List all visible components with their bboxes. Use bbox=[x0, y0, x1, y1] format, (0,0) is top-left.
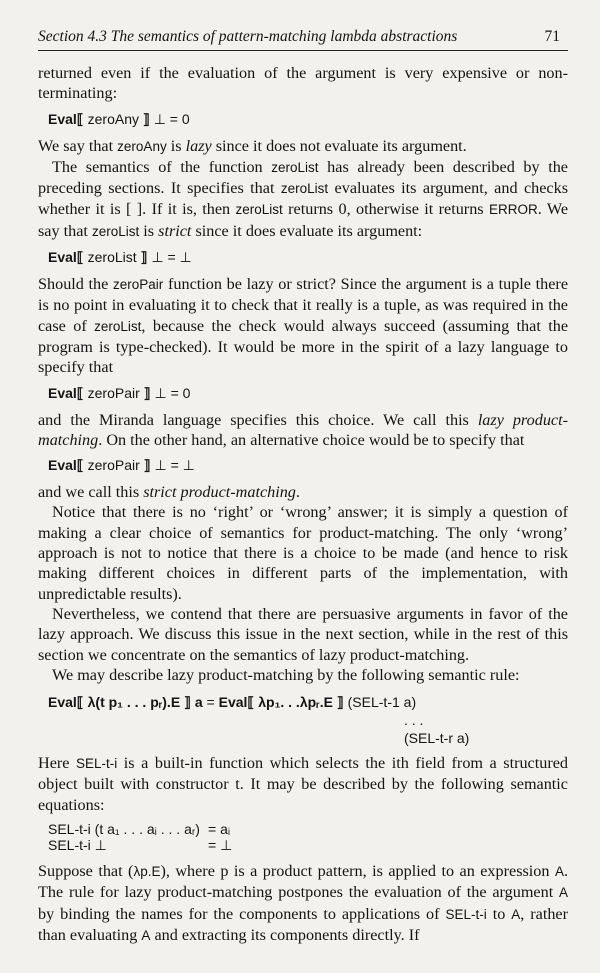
section-title: Section 4.3 The semantics of pattern-matching lambda abstractions bbox=[38, 28, 458, 45]
paragraph-11: Suppose that (λp.E), where p is a product pattern, is applied to an expression A. The rule for lazy product-matching postpones the evaluation of the argument A by binding the names for the components to applications of SEL-t-i to A, rather than evaluating A and extracting its components directly. If bbox=[38, 862, 569, 944]
paragraph-8: Nevertheless, we contend that there are persuasive arguments in favor of the lazy approach. We discuss this issue in the next section, while in the rest of this section we concentrate on the semantics of lazy product-matching. bbox=[38, 604, 568, 664]
paragraph-1: returned even if the evaluation of the argument is very expensive or non-terminating: bbox=[38, 64, 568, 103]
rule-lhs: Eval⟦ λ(t p₁ . . . pᵣ).E ⟧ a bbox=[48, 694, 203, 711]
eval-keyword: Eval⟦ bbox=[48, 110, 84, 127]
paragraph-2: We say that zeroAny is lazy since it does not evaluate its argument. bbox=[38, 136, 467, 155]
eval-zeropair-strict-formula: Eval⟦ zeroPair ⟧ ⊥ = ⊥ bbox=[48, 457, 195, 474]
eval-close: ⟧ bbox=[142, 110, 150, 127]
paragraph-10: Here SEL-t-i is a built-in function which selects the ith field from a structured object built with constructor t. It may be described by the following semantic equations: bbox=[38, 754, 569, 814]
eval-zeroany-formula bbox=[48, 110, 568, 128]
paragraph-5: and the Miranda language specifies this choice. We call this lazy product-matching. On the other hand, an alternative choice would be to specify that bbox=[38, 410, 568, 449]
rule-ellipsis: . . . bbox=[404, 712, 424, 729]
rule-arg-r: (SEL-t-r a) bbox=[404, 730, 470, 747]
rule-rhs-eval: Eval⟦ λp₁. . .λpᵣ.E ⟧ bbox=[218, 694, 344, 711]
paragraph-3: The semantics of the function zeroList has already been described by the preceding sections. It specifies that zeroList evaluates its argument, and checks whether it is [ ]. If it is, then zeroList returns 0, otherwise it returns ERROR. We say that zeroList is strict since it does evaluate its argument: bbox=[38, 157, 569, 240]
paragraph-4: Should the zeroPair function be lazy or strict? Since the argument is a tuple there is no point in evaluating it to check that it really is a tuple, as was required in the case of zeroList, because the check would always succeed (assuming that the program is type-checked). It would be more in the spirit of a lazy language to specify that bbox=[38, 275, 569, 377]
lazy-product-matching-rule: Eval⟦ λ(t p₁ . . . pᵣ).E ⟧ a = Eval⟦ λp₁. . .λpᵣ.E ⟧ (SEL-t-1 a) . . . (SEL-t-r a) bbox=[48, 693, 568, 747]
sel-equations bbox=[48, 821, 568, 853]
formula-arg: zeroAny bbox=[87, 110, 139, 127]
eval-zeropair-lazy-formula: Eval⟦ zeroPair ⟧ ⊥ = 0 bbox=[48, 384, 191, 401]
paragraph-6: and we call this strict product-matching. bbox=[38, 483, 300, 502]
rule-arg-1: (SEL-t-1 a) bbox=[343, 694, 417, 711]
running-head bbox=[38, 28, 568, 51]
paragraph-7: Notice that there is no ‘right’ or ‘wrong’ answer; it is simply a question of making a clear choice of semantics for product-matching. The only ‘wrong’ approach is not to notice that there is a choice to be made (and hence to risk making different choices in different parts of the implementation, with unpredictable results). bbox=[38, 503, 568, 603]
equation-row: SEL-t-i ⊥ = ⊥ bbox=[48, 837, 233, 854]
paragraph-9: We may describe lazy product-matching by the following semantic rule: bbox=[52, 665, 520, 684]
eval-zerolist-formula: Eval⟦ zeroList ⟧ ⊥ = ⊥ bbox=[48, 249, 192, 266]
page-number: 71 bbox=[544, 28, 560, 45]
equation-row: SEL-t-i (t a₁ . . . aᵢ . . . aᵣ) = aᵢ bbox=[48, 821, 231, 838]
book-page bbox=[38, 28, 568, 946]
formula-rest: ⊥ = 0 bbox=[153, 110, 190, 127]
